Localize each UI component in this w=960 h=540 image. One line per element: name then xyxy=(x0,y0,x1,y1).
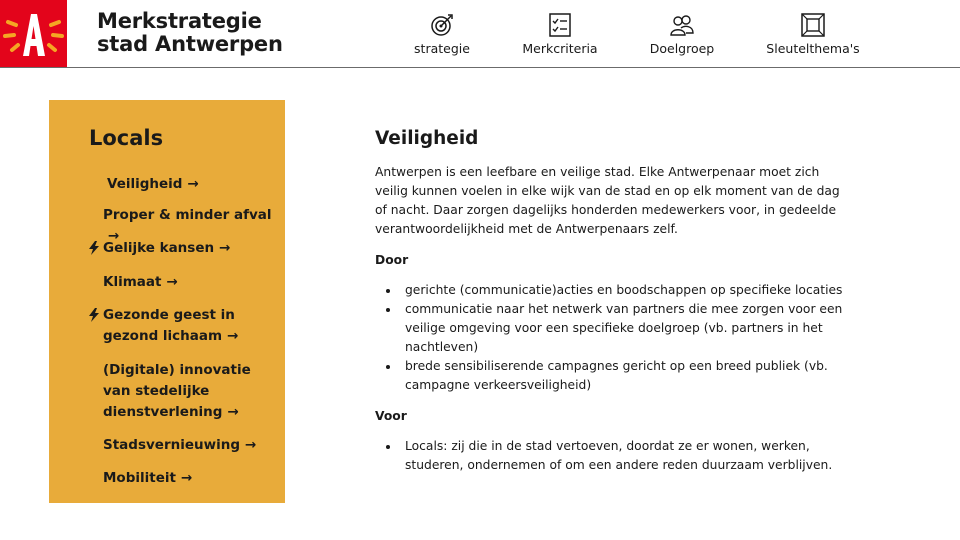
sidebar-item-label-line2: gezond lichaam xyxy=(103,328,223,344)
lightning-bolt-icon xyxy=(89,241,99,255)
nav-item-merkcriteria[interactable] xyxy=(518,0,602,67)
list-item: brede sensibiliserende campagnes gericht op een breed publiek (vb. campagne verkeersveiligheid) xyxy=(405,357,845,395)
sidebar-item-label-line2: van stedelijke xyxy=(103,383,210,399)
main-content xyxy=(375,128,845,475)
sidebar-item-label: Gelijke kansen xyxy=(103,240,215,256)
door-heading: Door xyxy=(375,253,409,267)
sidebar-item-gezonde-geest[interactable] xyxy=(103,305,238,347)
checklist-icon xyxy=(547,12,573,38)
site-title-line1: Merkstrategie xyxy=(97,9,262,33)
list-item: Locals: zij die in de stad vertoeven, doordat ze er wonen, werken, studeren, ondernemen of om een andere reden duurzaam verblijven. xyxy=(405,437,845,475)
sidebar-item-label: Veiligheid xyxy=(107,176,183,192)
arrow-right-icon: → xyxy=(187,176,199,192)
intro-paragraph: Antwerpen is een leefbare en veilige stad. Elke Antwerpenaar moet zich veilig kunnen voelen in elke wijk van de stad en op elk moment van de dag of nacht. Daar zorgen dagelijks honderden medewerkers voor, in gedeelde verantwoordelijkheid met de Antwerpenaars zelf. xyxy=(375,165,840,236)
sidebar-item-mobiliteit[interactable] xyxy=(103,468,192,489)
sidebar-item-gelijke-kansen[interactable] xyxy=(103,238,230,259)
nav-item-strategie[interactable] xyxy=(402,0,482,67)
page-title: Veiligheid xyxy=(375,128,479,149)
sidebar-item-label: Mobiliteit xyxy=(103,470,176,486)
voor-heading: Voor xyxy=(375,409,407,423)
sidebar-item-label: Klimaat xyxy=(103,274,162,290)
arrow-right-icon: → xyxy=(227,328,239,344)
arrow-right-icon: → xyxy=(219,240,231,256)
nav-label: strategie xyxy=(414,41,470,56)
sidebar-item-stadsvernieuwing[interactable] xyxy=(103,435,256,456)
arrow-right-icon: → xyxy=(244,437,257,453)
site-title[interactable] xyxy=(97,10,283,56)
arrow-right-icon: → xyxy=(166,274,178,290)
sidebar-item-klimaat[interactable] xyxy=(103,272,178,293)
antwerpen-logo-icon xyxy=(0,0,67,67)
list-item: communicatie naar het netwerk van partners die mee zorgen voor een veilige omgeving voor een specifieke doelgroep (vb. partners in het nachtleven) xyxy=(405,300,845,357)
sidebar-title: Locals xyxy=(89,126,164,150)
sidebar-item-veiligheid[interactable] xyxy=(107,174,199,195)
arrow-right-icon: → xyxy=(180,470,193,486)
sidebar-item-label: Stadsvernieuwing xyxy=(103,437,240,453)
nav-label: Merkcriteria xyxy=(522,41,598,56)
sidebar-item-label: Proper & minder afval xyxy=(103,207,272,223)
arrow-right-icon: → xyxy=(227,404,239,420)
nav-item-doelgroep[interactable] xyxy=(642,0,722,67)
lightning-bolt-icon xyxy=(89,308,99,322)
sidebar-item-label-line1: (Digitale) innovatie xyxy=(103,362,251,378)
antwerpen-logo[interactable] xyxy=(0,0,67,67)
door-list xyxy=(375,281,845,395)
frame-icon xyxy=(800,12,826,38)
list-item: gerichte (communicatie)acties en boodschappen op specifieke locaties xyxy=(405,281,845,300)
sidebar-item-label-line3: dienstverlening xyxy=(103,404,223,420)
sidebar xyxy=(49,100,285,503)
nav-label: Doelgroep xyxy=(649,41,715,56)
target-icon xyxy=(429,12,455,38)
site-title-line2: stad Antwerpen xyxy=(97,32,283,56)
site-header xyxy=(0,0,960,68)
sidebar-item-digitale-innovatie[interactable] xyxy=(103,360,251,423)
nav-label: Sleutelthema's xyxy=(766,41,860,56)
people-icon xyxy=(669,12,695,38)
arrow-right-icon: → xyxy=(108,228,120,244)
nav-item-sleutelthemas[interactable] xyxy=(764,0,862,67)
sidebar-item-label-line1: Gezonde geest in xyxy=(103,307,235,323)
voor-list xyxy=(375,437,845,475)
